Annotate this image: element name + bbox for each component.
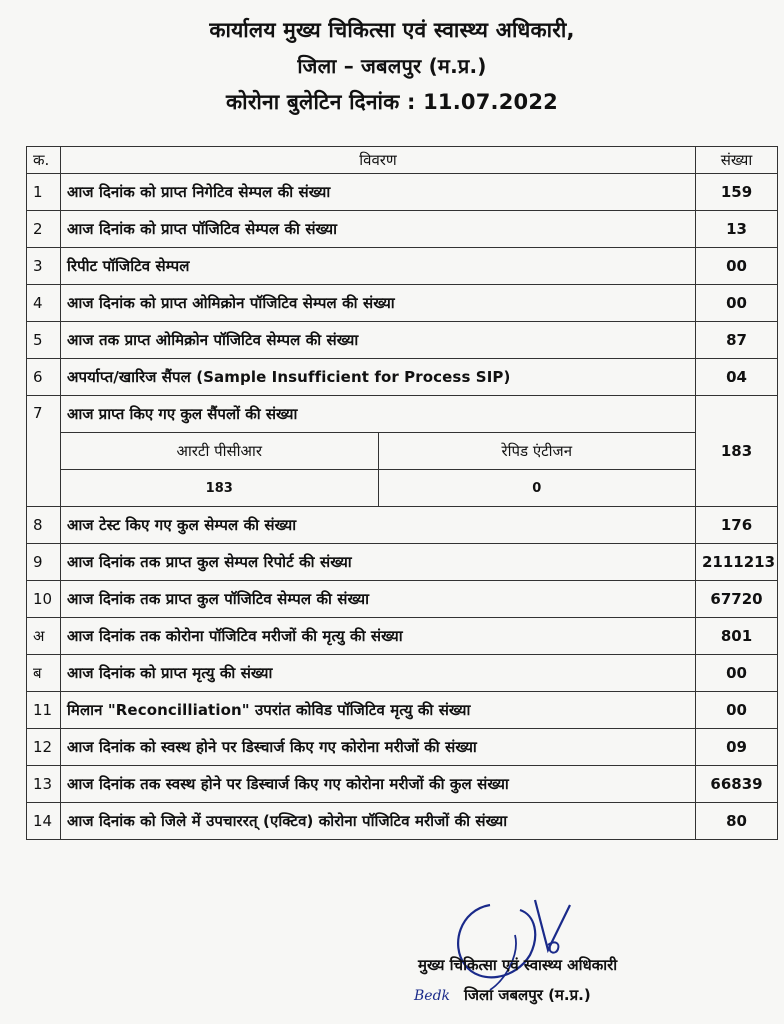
rapid-antigen-label: रेपिड एंटीजन xyxy=(378,433,695,470)
table-row xyxy=(27,655,778,692)
row-serial: 8 xyxy=(27,507,61,544)
row-description: आज दिनांक तक प्राप्त कुल सेम्पल रिपोर्ट की संख्या xyxy=(61,544,696,581)
table-row xyxy=(27,248,778,285)
row-serial: 13 xyxy=(27,766,61,803)
row-serial: 11 xyxy=(27,692,61,729)
table-row-7 xyxy=(27,396,778,507)
row-description: आज दिनांक को स्वस्थ होने पर डिस्चार्ज किए गए कोरोना मरीजों की संख्या xyxy=(61,729,696,766)
header-count: संख्या xyxy=(696,147,778,174)
table-row xyxy=(27,692,778,729)
row-description: आज दिनांक तक कोरोना पॉजिटिव मरीजों की मृत्यु की संख्या xyxy=(61,618,696,655)
row-count: 2111213 xyxy=(696,544,778,581)
row-serial: 6 xyxy=(27,359,61,396)
row-description: मिलान "Reconcilliation" उपरांत कोविड पॉजिटिव मृत्यु की संख्या xyxy=(61,692,696,729)
signatory-title: मुख्य चिकित्सा एवं स्वास्थ्य अधिकारी xyxy=(418,956,618,974)
row-serial: 2 xyxy=(27,211,61,248)
table-row xyxy=(27,359,778,396)
row-description: आज दिनांक को प्राप्त पॉजिटिव सेम्पल की संख्या xyxy=(61,211,696,248)
row7-description: आज प्राप्त किए गए कुल सैंपलों की संख्या xyxy=(61,396,695,433)
row-serial: 5 xyxy=(27,322,61,359)
row-count: 09 xyxy=(696,729,778,766)
row-description: आज तक प्राप्त ओमिक्रोन पॉजिटिव सेम्पल की संख्या xyxy=(61,322,696,359)
table-row xyxy=(27,322,778,359)
row-description: रिपीट पॉजिटिव सेम्पल xyxy=(61,248,696,285)
table-row xyxy=(27,766,778,803)
row-description: आज दिनांक को प्राप्त ओमिक्रोन पॉजिटिव सेम्पल की संख्या xyxy=(61,285,696,322)
header-serial: क. xyxy=(27,147,61,174)
row-description: आज दिनांक को जिले में उपचाररत् (एक्टिव) कोरोना पॉजिटिव मरीजों की संख्या xyxy=(61,803,696,840)
row-serial: 12 xyxy=(27,729,61,766)
row-count: 00 xyxy=(696,248,778,285)
table-row xyxy=(27,618,778,655)
header-description: विवरण xyxy=(61,147,696,174)
table-row xyxy=(27,581,778,618)
document-header xyxy=(0,12,784,120)
row7-subtable xyxy=(61,433,695,506)
handwritten-initials: Bedk xyxy=(414,988,451,1004)
row-serial: ब xyxy=(27,655,61,692)
row-count: 183 xyxy=(696,396,778,507)
row-description: आज दिनांक तक स्वस्थ होने पर डिस्चार्ज किए गए कोरोना मरीजों की कुल संख्या xyxy=(61,766,696,803)
bulletin-date-title: कोरोना बुलेटिन दिनांक : 11.07.2022 xyxy=(226,90,558,114)
signature-block xyxy=(414,950,748,1011)
table-row xyxy=(27,729,778,766)
row-serial: 9 xyxy=(27,544,61,581)
rapid-antigen-value: 0 xyxy=(532,480,542,496)
row-description: आज दिनांक को प्राप्त मृत्यु की संख्या xyxy=(61,655,696,692)
rtpcr-label: आरटी पीसीआर xyxy=(61,433,378,470)
row-description: अपर्याप्त/खारिज सैंपल (Sample Insufficient for Process SIP) xyxy=(61,359,696,396)
row-count: 176 xyxy=(696,507,778,544)
row-serial: 4 xyxy=(27,285,61,322)
table-body-top xyxy=(27,174,778,396)
row-count: 87 xyxy=(696,322,778,359)
office-title: कार्यालय मुख्य चिकित्सा एवं स्वास्थ्य अधिकारी, xyxy=(209,18,575,42)
table-row xyxy=(27,285,778,322)
row-serial: अ xyxy=(27,618,61,655)
signatory-district: Bedk जिला जबलपुर (म.प्र.) xyxy=(414,986,591,1004)
row7-breakdown xyxy=(61,396,696,507)
row-count: 80 xyxy=(696,803,778,840)
row-count: 801 xyxy=(696,618,778,655)
row-serial: 14 xyxy=(27,803,61,840)
row-count: 66839 xyxy=(696,766,778,803)
table-body-row7 xyxy=(27,396,778,507)
row-serial: 7 xyxy=(27,396,61,507)
row-count: 159 xyxy=(696,174,778,211)
row-count: 00 xyxy=(696,285,778,322)
row-count: 00 xyxy=(696,655,778,692)
row-description: आज दिनांक को प्राप्त निगेटिव सेम्पल की संख्या xyxy=(61,174,696,211)
row-count: 67720 xyxy=(696,581,778,618)
row-serial: 10 xyxy=(27,581,61,618)
row-count: 00 xyxy=(696,692,778,729)
table-body-bottom xyxy=(27,507,778,840)
row-serial: 1 xyxy=(27,174,61,211)
bulletin-table xyxy=(26,146,778,840)
row-serial: 3 xyxy=(27,248,61,285)
row-count: 04 xyxy=(696,359,778,396)
table-row xyxy=(27,507,778,544)
table-header-row xyxy=(27,147,778,174)
table-row xyxy=(27,211,778,248)
row-description: आज टेस्ट किए गए कुल सेम्पल की संख्या xyxy=(61,507,696,544)
row-count: 13 xyxy=(696,211,778,248)
district-title: जिला – जबलपुर (म.प्र.) xyxy=(297,54,487,78)
rtpcr-value: 183 xyxy=(61,470,378,507)
row-description: आज दिनांक तक प्राप्त कुल पॉजिटिव सेम्पल की संख्या xyxy=(61,581,696,618)
table-row xyxy=(27,803,778,840)
table-row xyxy=(27,544,778,581)
table-row xyxy=(27,174,778,211)
